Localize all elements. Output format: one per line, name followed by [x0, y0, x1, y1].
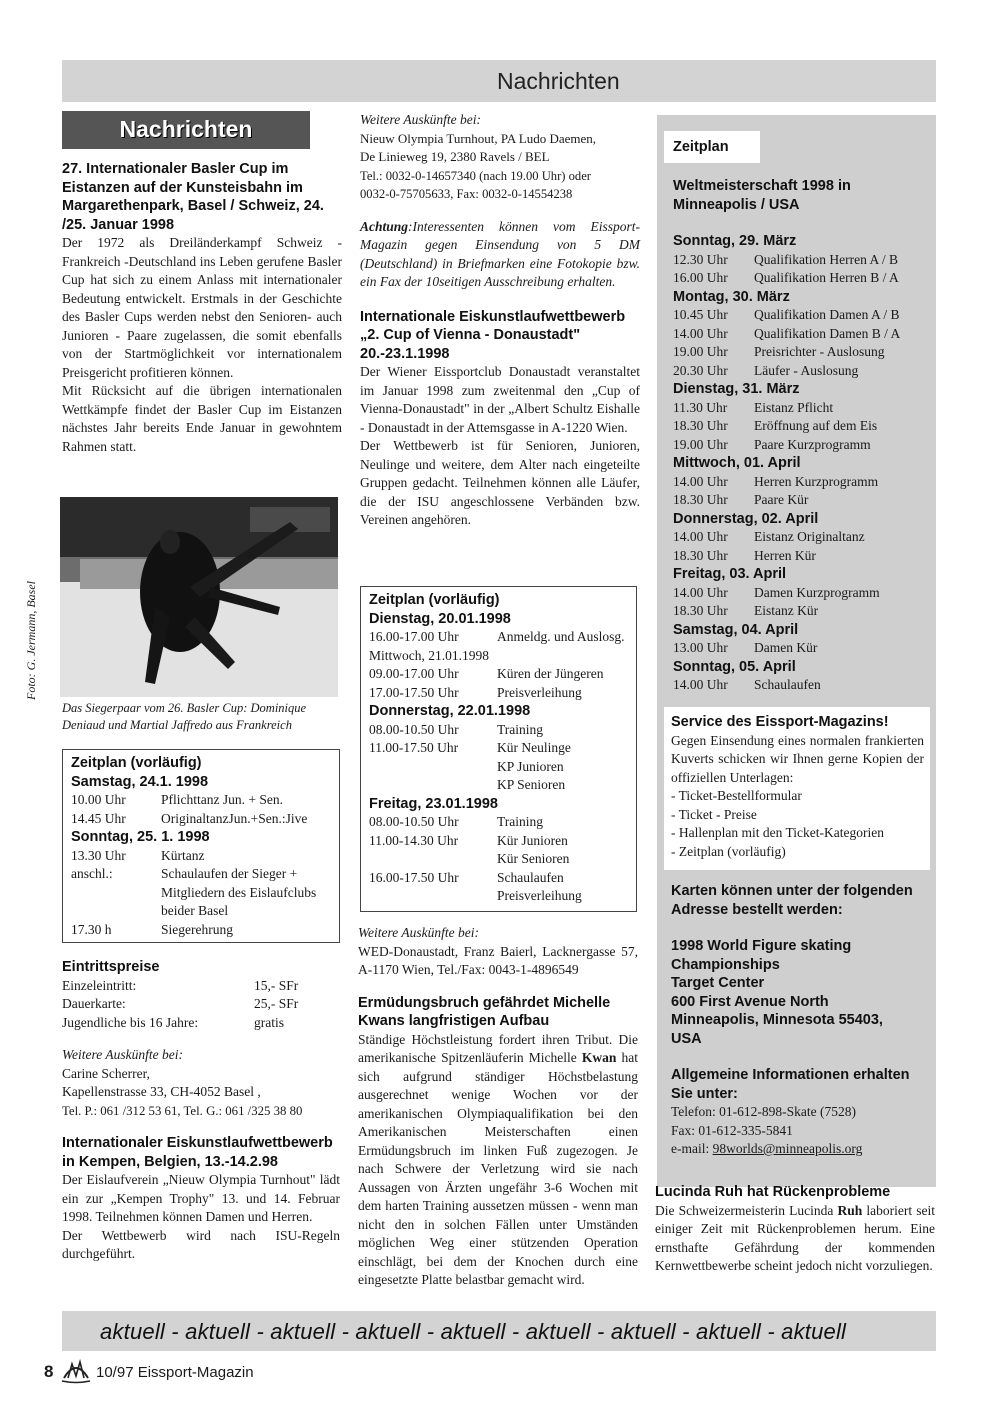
schedule-row: 08.00-10.50 Uhr Training — [369, 814, 544, 829]
wm-schedule-row: 18.30 Uhr Herren Kür — [673, 547, 816, 563]
schedule-row: 16.00-17.00 Uhr Anmeldg. und Auslosg. — [369, 629, 625, 644]
article-vienna-title: Internationale Eiskunstlaufwettbewerb „2. Cup of Vienna - Donaustadt" 20.-23.1.1998 — [360, 308, 626, 362]
aktuell-text: aktuell - aktuell - aktuell - aktuell - aktuell - aktuell - aktuell - aktuell - aktuell — [100, 1319, 847, 1344]
schedule-row: anschl.: Schaulaufen der Sieger + Mitgliedern des Eislaufclubs beider Basel — [71, 866, 317, 918]
col2-schedule-box — [360, 586, 637, 912]
email-line: e-mail: 98worlds@minneapolis.org — [671, 1141, 863, 1156]
col2-top — [360, 111, 640, 530]
price-row: Einzeleintritt: 15,- SFr — [62, 977, 299, 993]
wm-schedule-row: 19.00 Uhr Preisrichter - Auslosung — [673, 344, 885, 359]
col3-tickets — [671, 882, 929, 1159]
skating-pair-image — [60, 497, 338, 697]
schedule-day: Sonntag, 25. 1. 1998 — [71, 829, 210, 845]
address-line: USA — [671, 1030, 702, 1047]
schedule-row: 11.00-14.30 Uhr Kür Junioren — [369, 832, 568, 848]
schedule-row: 10.00 Uhr Pflichttanz Jun. + Sen. — [71, 792, 283, 807]
ticket-address — [671, 937, 929, 1048]
wm-day: Sonntag, 29. März — [673, 233, 797, 249]
service-title: Service des Eissport-Magazins! — [671, 714, 889, 730]
zeitplan-tab-label: Zeitplan — [673, 139, 729, 155]
wm-schedule-row: 12.30 Uhr Qualifikation Herren A / B — [673, 251, 898, 267]
schedule-row: Mittwoch, 21.01.1998 — [369, 647, 489, 663]
col1-schedule-box — [62, 749, 340, 943]
info-line: Telefon: 01-612-898-Skate (7528) — [671, 1104, 857, 1119]
schedule-title: Zeitplan (vorläufig) — [369, 592, 500, 608]
more-info-label: Weitere Auskünfte bei: — [358, 925, 479, 940]
col3-ruh — [655, 1183, 935, 1276]
wm-schedule-row: 14.00 Uhr Qualifikation Damen B / A — [673, 325, 901, 341]
more-info-label: Weitere Auskünfte bei: — [360, 112, 481, 127]
col1-article1 — [62, 160, 342, 456]
contact-line: WED-Donaustadt, Franz Baierl, Lacknergasse 57, A-1170 Wien, Tel./Fax: 0043-1-4896549 — [358, 943, 638, 977]
article-basler-cup-title: 27. Internationaler Basler Cup im Eistanzen auf der Kunsteisbahn im Margarethenpark, Basel / Schweiz, 24. /25. Januar 1998 — [62, 161, 324, 233]
nachrichten-banner — [62, 111, 310, 149]
schedule-row: Preisverleihung — [497, 888, 582, 903]
wm-day: Samstag, 04. April — [673, 621, 799, 638]
article-kwan-body: Ständige Höchstleistung fordert ihren Tribut. Die amerikanische Spitzenläuferin Michelle Kwan hat sich aufgrund ständiger Höchstbelastung ausgerechnet wenige Wochen vor der amerikanischen Olympiaqualifikation bei den Amerikanischen Meisterschaften einen Ermüdungsbruch im linken Fuß zugezogen. Je nach Schwere der Verletzung wird sie nach Aussagen von Ärzten ungefähr 3-6 Wochen mit dem harten Training aussetzen müssen - wenn man nicht den in solchen Fällen unter Umständen möglichen Weg einer stützenden Operation einschlägt, bei dem der Knochen durch eine eingesetzte Platte belastbar gemacht wird. — [358, 1031, 638, 1287]
aktuell-banner — [62, 1311, 936, 1351]
section-header-bar — [62, 60, 936, 102]
wm-schedule-row: 16.00 Uhr Qualifikation Herren B / A — [673, 270, 899, 285]
service-item: - Hallenplan mit den Ticket-Kategorien — [671, 825, 884, 840]
wm-schedule-row: 18.30 Uhr Eistanz Kür — [673, 603, 819, 618]
schedule-day: Samstag, 24.1. 1998 — [71, 773, 209, 790]
schedule-row: 17.30 h Siegerehrung — [71, 921, 233, 937]
photo-credit: Foto: G. Jermann, Basel — [24, 581, 38, 700]
wm-schedule-row: 19.00 Uhr Paare Kurzprogramm — [673, 436, 871, 452]
wm-schedule-row: 18.30 Uhr Eröffnung auf dem Eis — [673, 418, 878, 433]
article-kempen-p1: Der Eislaufverein „Nieuw Olympia Turnhout" lädt ein zur „Kempen Trophy" 13. und 14. Februar 1998. Teilnehmen können Damen und Herren. — [62, 1172, 340, 1224]
col2-bottom — [358, 924, 638, 1290]
article-kwan-title: Ermüdungsbruch gefährdet Michelle Kwans langfristigen Aufbau — [358, 994, 611, 1029]
wm-schedule-row: 14.00 Uhr Eistanz Originaltanz — [673, 529, 865, 544]
achtung-note: Achtung:Interessenten können vom Eissport-Magazin gegen Einsendung von 5 DM (Deutschland) in Briefmarken eine Fotokopie bzw. ein Fax der 10seitigen Ausschreibung erhalten. — [360, 218, 640, 289]
article-vienna-p2: Der Wettbewerb ist für Senioren, Junioren, Neulinge und weitere, dem Alter nach eingeteilte Gruppen gedacht. Teilnehmen können alle Läufer, die der ISU angeschlossene Verbänden bzw. Vereinen angehören. — [360, 438, 640, 527]
schedule-day: Donnerstag, 22.01.1998 — [369, 703, 531, 719]
info-title: Allgemeine Informationen erhalten Sie unter: — [671, 1067, 910, 1102]
article-basler-cup-p2: Mit Rücksicht auf die übrigen internationalen Wettkämpfe findet der Basler Cup im Eistanzen nächstes Jahr bereits Ende Januar in gewohntem Rahmen statt. — [62, 383, 342, 454]
schedule-row: KP Senioren — [497, 777, 566, 792]
schedule-row: 09.00-17.00 Uhr Küren der Jüngeren — [369, 666, 604, 681]
email-link[interactable]: 98worlds@minneapolis.org — [712, 1141, 863, 1156]
zeitplan-tab — [664, 131, 760, 163]
col3-schedule — [673, 177, 931, 695]
wm-days — [673, 232, 931, 695]
wm-day: Donnerstag, 02. April — [673, 510, 819, 527]
wm-day: Dienstag, 31. März — [673, 381, 800, 397]
skating-photo — [60, 497, 338, 697]
schedule-row: 13.30 Uhr Kürtanz — [71, 847, 205, 863]
col1-prices — [62, 958, 340, 1264]
service-text: Gegen Einsendung eines normalen frankierten Kuverts schicken wir Ihnen gerne Kopien der offiziellen Unterlagen: — [671, 732, 924, 785]
service-box — [664, 707, 930, 870]
wm-day: Montag, 30. März — [673, 288, 790, 305]
contact-line: Tel. P.: 061 /312 53 61, Tel. G.: 061 /325 38 80 — [62, 1103, 303, 1118]
article-vienna-p1: Der Wiener Eissportclub Donaustadt veranstaltet im Januar 1998 zum zweitenmal den „Cup of Vienna-Donaustadt" in der „Albert Schultz Eishalle - Donaustadt in der Attemsgasse in A-1220 Wien. — [360, 364, 640, 435]
photo-caption: Das Siegerpaar vom 26. Basler Cup: Dominique Deniaud und Martial Jaffredo aus Frankreich — [62, 701, 307, 732]
schedule-row: 17.00-17.50 Uhr Preisverleihung — [369, 684, 582, 700]
contact-line: De Linieweg 19, 2380 Ravels / BEL — [360, 149, 550, 164]
wm-day: Freitag, 03. April — [673, 566, 787, 582]
service-item: - Zeitplan (vorläufig) — [671, 843, 786, 859]
article-ruh-body: Die Schweizermeisterin Lucinda Ruh laboriert seit einiger Zeit mit Rückenproblemen herum. Eine ernsthafte Gefährdung der kommenden Kernwettbewerbe scheint jedoch nicht vorzuliegen. — [655, 1202, 935, 1273]
wm-day: Sonntag, 05. April — [673, 658, 796, 675]
prices-title: Eintrittspreise — [62, 959, 160, 975]
contact-line: Carine Scherrer, — [62, 1065, 150, 1081]
wm-schedule-row: 14.00 Uhr Damen Kurzprogramm — [673, 584, 880, 600]
wm-schedule-row: 14.00 Uhr Herren Kurzprogramm — [673, 473, 879, 489]
schedule-row: 08.00-10.50 Uhr Training — [369, 721, 544, 737]
wm-schedule-row: 18.30 Uhr Paare Kür — [673, 492, 809, 507]
page-number: 8 — [44, 1362, 54, 1381]
address-line: Minneapolis, Minnesota 55403, — [671, 1012, 883, 1028]
schedule-day: Dienstag, 20.01.1998 — [369, 610, 511, 627]
wm-schedule-row: 11.30 Uhr Eistanz Pflicht — [673, 399, 834, 415]
schedule-row: 11.00-17.50 Uhr Kür Neulinge — [369, 740, 571, 755]
article-ruh-title: Lucinda Ruh hat Rückenprobleme — [655, 1184, 891, 1200]
contact-line: Tel.: 0032-0-14657340 (nach 19.00 Uhr) oder — [360, 168, 591, 183]
address-line: 600 First Avenue North — [671, 993, 829, 1010]
address-line: Championships — [671, 956, 780, 973]
contact-line: 0032-0-75705633, Fax: 0032-0-14554238 — [360, 187, 573, 201]
section-title: Nachrichten — [497, 68, 620, 94]
wm-schedule-row: 10.45 Uhr Qualifikation Damen A / B — [673, 307, 900, 322]
wm-title: Weltmeisterschaft 1998 in Minneapolis / USA — [673, 178, 851, 213]
article-kempen-title: Internationaler Eiskunstlaufwettbewerb in Kempen, Belgien, 13.-14.2.98 — [62, 1135, 333, 1170]
service-item: - Ticket-Bestellformular — [671, 788, 802, 803]
article-basler-cup-p1: Der 1972 als Dreiländerkampf Schweiz - Frankreich -Deutschland ins Leben gerufene Basler Cup hat sich zu einem Anlass mit internationaler Bedeutung entwickelt. Erstmals in der Geschichte des Basler Cups werden nebst den Senioren- auch Junioren - Paare zugelassen, die somit ebenfalls von der Startmöglichkeit vor internationalem Preisgericht profitieren können. — [62, 235, 342, 380]
schedule-day: Freitag, 23.01.1998 — [369, 795, 498, 812]
address-line: 1998 World Figure skating — [671, 938, 852, 954]
wm-schedule-row: 20.30 Uhr Läufer - Auslosung — [673, 362, 859, 378]
schedule-row: Kür Senioren — [497, 851, 570, 866]
address-line: Target Center — [671, 975, 765, 991]
wm-day: Mittwoch, 01. April — [673, 455, 801, 471]
schedule-row: KP Junioren — [497, 758, 564, 774]
schedule-row: 16.00-17.50 Uhr Schaulaufen — [369, 869, 564, 885]
wm-schedule-row: 14.00 Uhr Schaulaufen — [673, 677, 821, 692]
magazine-logo-icon — [60, 1356, 92, 1384]
contact-line: Nieuw Olympia Turnhout, PA Ludo Daemen, — [360, 130, 597, 146]
article-kempen-p2: Der Wettbewerb wird nach ISU-Regeln durchgeführt. — [62, 1227, 340, 1261]
nachrichten-banner-label: Nachrichten — [119, 116, 253, 142]
price-row: Dauerkarte: 25,- SFr — [62, 996, 299, 1011]
price-row: Jugendliche bis 16 Jahre: gratis — [62, 1014, 284, 1030]
more-info-label: Weitere Auskünfte bei: — [62, 1047, 183, 1062]
info-line: Fax: 01-612-335-5841 — [671, 1122, 793, 1138]
schedule-row: 14.45 Uhr OriginaltanzJun.+Sen.:Jive — [71, 810, 308, 826]
issue-label: 10/97 Eissport-Magazin — [96, 1364, 254, 1381]
contact-line: Kapellenstrasse 33, CH-4052 Basel , — [62, 1084, 261, 1099]
karten-title: Karten können unter der folgenden Adresse bestellt werden: — [671, 883, 913, 918]
schedule-title: Zeitplan (vorläufig) — [71, 755, 202, 771]
wm-schedule-row: 13.00 Uhr Damen Kür — [673, 640, 818, 655]
service-item: - Ticket - Preise — [671, 806, 757, 822]
